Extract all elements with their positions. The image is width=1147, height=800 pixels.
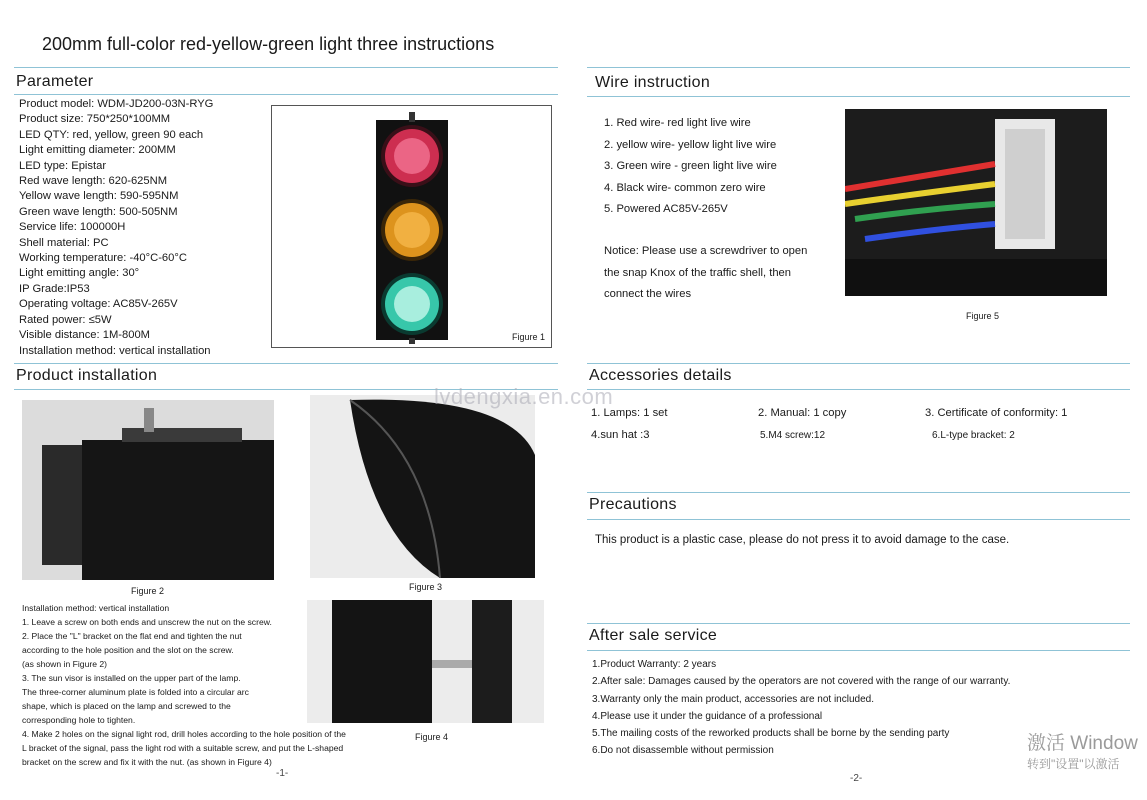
install-line: Installation method: vertical installation: [22, 603, 170, 613]
notice-line: Notice: Please use a screwdriver to open: [604, 245, 808, 257]
install-line: 1. Leave a screw on both ends and unscrew the nut on the screw.: [22, 617, 272, 627]
section-parameter: Parameter: [16, 73, 94, 90]
divider: [587, 67, 1130, 68]
accessory-item: 6.L-type bracket: 2: [932, 430, 1015, 441]
wire-item: 4. Black wire- common zero wire: [604, 181, 766, 194]
figure-1-caption: Figure 1: [512, 332, 546, 342]
parameter-list: [19, 97, 213, 359]
wire-notice: [604, 241, 807, 306]
divider: [587, 96, 1130, 97]
param-item: Visible distance: 1M-800M: [19, 329, 150, 342]
after-sale-item: 5.The mailing costs of the reworked products shall be borne by the sending party: [592, 728, 950, 740]
install-line: according to the hole position and the slot on the screw.: [22, 645, 234, 655]
wire-item: 1. Red wire- red light live wire: [604, 117, 751, 129]
install-line: shape, which is placed on the lamp and screwed to the: [22, 701, 231, 711]
figure-3-image: [310, 395, 535, 578]
wire-list: [604, 113, 777, 221]
figure-5-caption: Figure 5: [966, 311, 1000, 321]
page-number-right: -2-: [850, 773, 863, 784]
after-sale-item: 4.Please use it under the guidance of a professional: [592, 710, 823, 722]
after-sale-list: [592, 656, 1010, 760]
windows-activation-subtitle[interactable]: 转到"设置"以激活: [1027, 757, 1120, 771]
param-item: Green wave length: 500-505NM: [19, 205, 178, 218]
param-item: LED QTY: red, yellow, green 90 each: [19, 128, 204, 141]
divider: [14, 363, 558, 364]
section-accessories: Accessories details: [589, 367, 732, 384]
wire-item: 5. Powered AC85V-265V: [604, 203, 728, 215]
divider: [587, 492, 1130, 493]
installation-steps: [22, 601, 346, 769]
param-item: Service life: 100000H: [19, 221, 126, 234]
param-item: Working temperature: -40°C-60°C: [19, 252, 187, 265]
accessory-item: 4.sun hat :3: [591, 429, 650, 441]
param-item: Yellow wave length: 590-595NM: [19, 190, 179, 203]
figure-2-image: [22, 400, 274, 580]
page-number-left: -1-: [276, 768, 289, 779]
notice-line: the snap Knox of the traffic shell, then: [604, 266, 791, 279]
section-product-installation: Product installation: [16, 367, 158, 384]
install-line: 4. Make 2 holes on the signal light rod, drill holes according to the hole position of the: [22, 729, 346, 739]
after-sale-item: 6.Do not disassemble without permission: [592, 745, 774, 757]
after-sale-item: 3.Warranty only the main product, accessories are not included.: [592, 693, 874, 705]
param-item: Installation method: vertical installation: [19, 344, 211, 357]
param-item: LED type: Epistar: [19, 159, 107, 172]
param-item: Light emitting diameter: 200MM: [19, 144, 176, 157]
accessory-item: 5.M4 screw:12: [760, 430, 826, 441]
param-item: Operating voltage: AC85V-265V: [19, 298, 178, 311]
section-wire: Wire instruction: [595, 74, 711, 91]
figure-1-frame: [271, 105, 552, 348]
wire-item: 3. Green wire - green light live wire: [604, 160, 777, 172]
accessory-item: 2. Manual: 1 copy: [758, 407, 847, 419]
param-item: Light emitting angle: 30°: [19, 267, 140, 280]
install-line: The three-corner aluminum plate is folded into a circular arc: [22, 687, 249, 697]
divider: [587, 650, 1130, 651]
figure-3-caption: Figure 3: [409, 582, 443, 592]
watermark: lvdengxia.en.com: [434, 384, 614, 409]
param-item: Rated power: ≤5W: [19, 313, 112, 326]
accessory-item: 3. Certificate of conformity: 1: [925, 407, 1068, 419]
after-sale-item: 1.Product Warranty: 2 years: [592, 659, 717, 670]
figure-4-caption: Figure 4: [415, 732, 449, 742]
divider: [14, 67, 558, 68]
traffic-light-image: [272, 106, 551, 347]
after-sale-item: 2.After sale: Damages caused by the operators are not covered with the range of our warranty.: [592, 676, 1011, 688]
param-item: Shell material: PC: [19, 236, 109, 249]
param-item: IP Grade:IP53: [19, 282, 90, 295]
page-title: 200mm full-color red-yellow-green light three instructions: [42, 34, 495, 54]
param-item: Product size: 750*250*100MM: [19, 113, 171, 126]
install-line: 2. Place the "L" bracket on the flat end and tighten the nut: [22, 631, 242, 641]
section-after-sale: After sale service: [589, 627, 718, 644]
install-line: bracket on the screw and fix it with the nut. (as shown in Figure 4): [22, 757, 272, 767]
install-line: (as shown in Figure 2): [22, 659, 108, 669]
accessory-item: 1. Lamps: 1 set: [591, 407, 668, 419]
divider: [587, 519, 1130, 520]
windows-activation-title[interactable]: 激活 Window: [1027, 733, 1138, 754]
divider: [587, 623, 1130, 624]
section-precautions: Precautions: [589, 496, 677, 513]
precautions-text: This product is a plastic case, please do not press it to avoid damage to the case.: [595, 534, 1010, 546]
install-line: corresponding hole to tighten.: [22, 715, 136, 725]
notice-line: connect the wires: [604, 288, 692, 300]
param-item: Red wave length: 620-625NM: [19, 175, 168, 188]
divider: [587, 389, 1130, 390]
figure-5-image: [845, 109, 1107, 296]
divider: [587, 363, 1130, 364]
figure-2-caption: Figure 2: [131, 586, 165, 596]
install-line: 3. The sun visor is installed on the upper part of the lamp.: [22, 673, 241, 683]
wire-item: 2. yellow wire- yellow light live wire: [604, 138, 777, 151]
install-line: L bracket of the signal, pass the light rod with a suitable screw, and put the L-shaped: [22, 743, 344, 753]
param-item: Product model: WDM-JD200-03N-RYG: [19, 98, 214, 110]
divider: [14, 94, 558, 95]
